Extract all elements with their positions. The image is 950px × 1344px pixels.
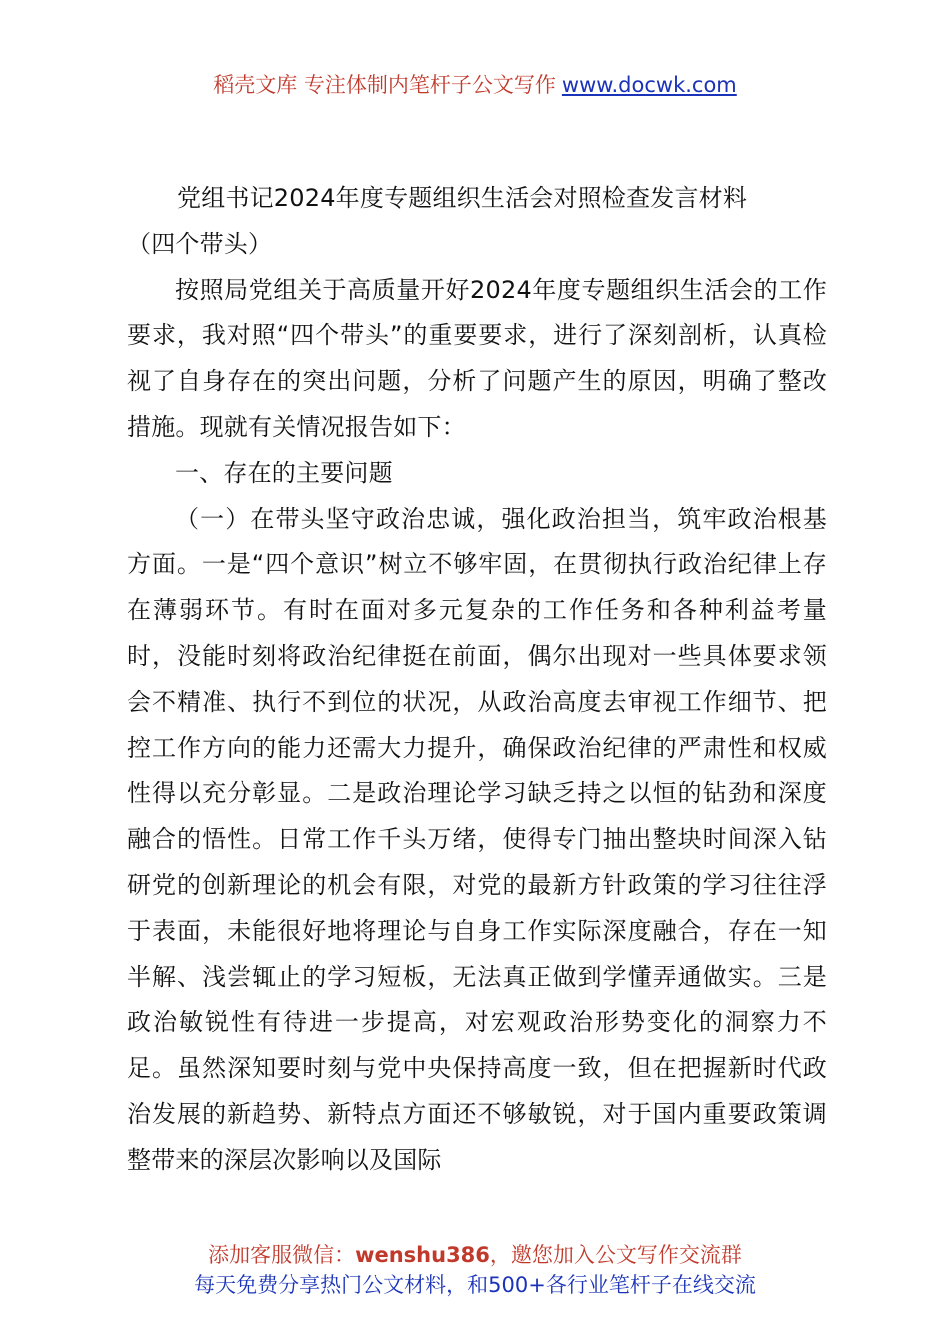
body-paragraph: （一）在带头坚守政治忠诚，强化政治担当，筑牢政治根基方面。一是“四个意识”树立不够牢固，在贯彻执行政治纪律上存在薄弱环节。有时在面对多元复杂的工作任务和各种利益考量时，没能时刻将政治纪律挺在前面，偶尔出现对一些具体要求领会不精准、执行不到位的状况，从政治高度去审视工作细节、把控工作方向的能力还需大力提升，确保政治纪律的严肃性和权威性得以充分彰显。二是政治理论学习缺乏持之以恒的钻劲和深度融合的悟性。日常工作千头万绪，使得专门抽出整块时间深入钻研党的创新理论的机会有限，对党的最新方针政策的学习往往浮于表面，未能很好地将理论与自身工作实际深度融合，存在一知半解、浅尝辄止的学习短板，无法真正做到学懂弄通做实。三是政治敏锐性有待进一步提高，对宏观政治形势变化的洞察力不足。虽然深知要时刻与党中央保持高度一致，但在把握新时代政治发展的新趋势、新特点方面还不够敏锐，对于国内重要政策调整带来的深层次影响以及国际 <box>127 504 827 1174</box>
footer-contact-line <box>0 1240 950 1270</box>
footer-contact-suffix: ，邀您加入公文写作交流群 <box>489 1243 742 1267</box>
document-title: 党组书记2024年度专题组织生活会对照检查发言材料 <box>177 184 748 212</box>
footer-promo-line: 每天免费分享热门公文材料，和500+各行业笔杆子在线交流 <box>194 1273 756 1297</box>
page-footer <box>0 1240 950 1300</box>
page-header <box>0 70 950 100</box>
wechat-id: wenshu386 <box>355 1243 490 1267</box>
footer-contact-prefix: 添加客服微信： <box>208 1243 356 1267</box>
document-subtitle: （四个带头） <box>127 229 273 258</box>
section-heading: 一、存在的主要问题 <box>175 458 393 487</box>
site-link[interactable]: www.docwk.com <box>561 73 737 97</box>
intro-paragraph: 按照局党组关于高质量开好2024年度专题组织生活会的工作要求，我对照“四个带头”的重要要求，进行了深刻剖析，认真检视了自身存在的突出问题，分析了问题产生的原因，明确了整改措施。现就有关情况报告如下： <box>127 275 827 441</box>
brand-text: 稻壳文库 专注体制内笔杆子公文写作 <box>213 73 556 97</box>
document-body <box>127 176 827 1184</box>
